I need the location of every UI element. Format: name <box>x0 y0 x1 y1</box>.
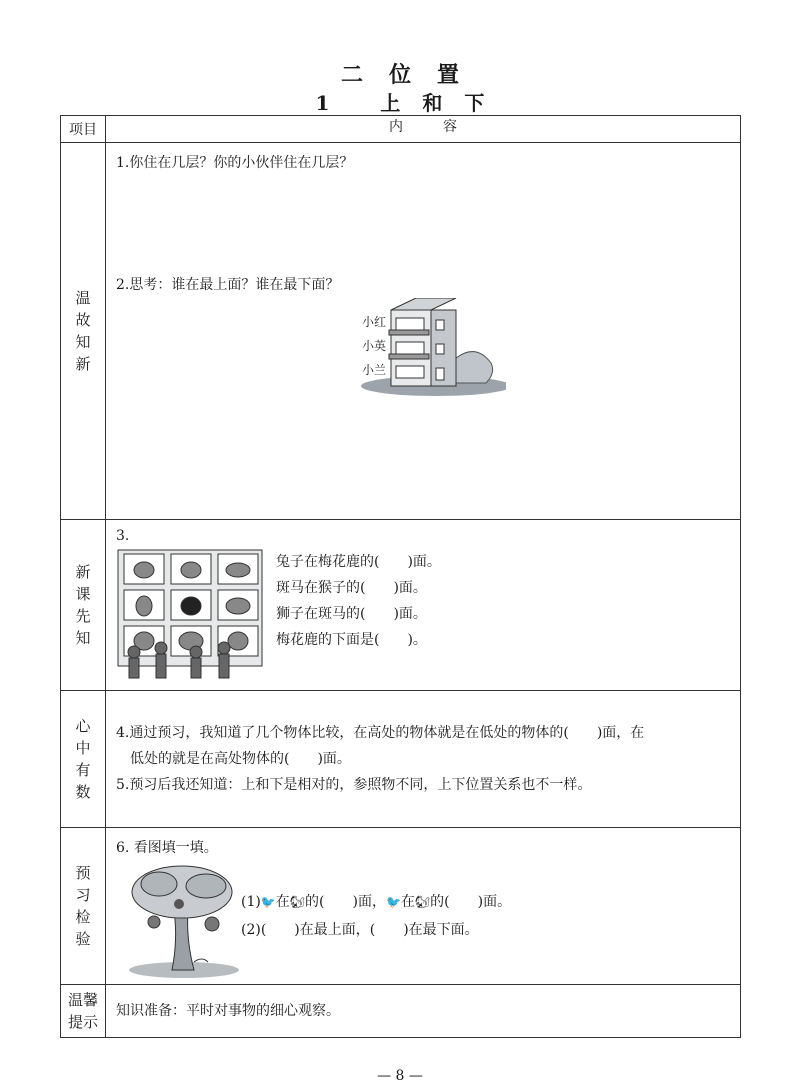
q6-line-1: (1)🐦在🐿的( )面，🐦在🐿的( )面。 <box>241 894 512 910</box>
question-2: 2.思考：谁在最上面？谁在最下面？ <box>116 277 340 293</box>
q3-line-4: 梅花鹿的下面是( )。 <box>276 632 427 648</box>
q6-line-2: (2)( )在最上面，( )在最下面。 <box>241 922 479 938</box>
bird-icon-2: 🐦 <box>385 895 401 909</box>
q3-line-2: 斑马在猴子的( )面。 <box>276 580 427 596</box>
q3-line-3: 狮子在斑马的( )面。 <box>276 606 427 622</box>
building-label-top: 小红 <box>362 315 387 329</box>
table-header-row <box>61 116 741 143</box>
chapter-title: 二位置 <box>340 62 485 88</box>
row-check <box>61 828 741 985</box>
question-5: 5.预习后我还知道：上和下是相对的，参照物不同，上下位置关系也不一样。 <box>116 777 592 793</box>
question-6: 6. 看图填一填。 <box>116 840 218 856</box>
tree-illustration <box>124 862 244 980</box>
question-4-line-2: 低处的就是在高处物体的( )面。 <box>130 751 351 767</box>
row-tips <box>61 985 741 1038</box>
squirrel-icon-2: 🐿 <box>414 895 431 909</box>
question-4-line-1: 4.通过预习，我知道了几个物体比较，在高处的物体就是在低处的物体的( )面，在 <box>116 725 645 741</box>
header-content: 内容 <box>106 116 741 143</box>
header-item: 项目 <box>61 116 106 143</box>
question-3-number: 3. <box>116 528 130 544</box>
label-tips: 温馨提示 <box>67 991 98 1031</box>
q6-line-1-prefix: (1) <box>241 894 261 910</box>
row-review <box>61 143 741 520</box>
tips-text: 知识准备：平时对事物的细心观察。 <box>116 1003 340 1019</box>
page-number: — 8 — <box>377 1068 423 1084</box>
q3-line-1: 兔子在梅花鹿的( )面。 <box>276 554 441 570</box>
building-label-bottom: 小兰 <box>362 363 387 377</box>
label-review: 温故知新 <box>75 289 91 373</box>
lesson-title: 1 上和下 <box>315 91 507 115</box>
row-mind <box>61 691 741 828</box>
question-1: 1.你住在几层？你的小伙伴住在几层？ <box>116 155 354 171</box>
label-new-lesson: 新课先知 <box>75 563 91 647</box>
label-mind: 心中有数 <box>75 717 91 801</box>
bird-icon: 🐦 <box>260 895 276 909</box>
animal-grid-illustration <box>116 548 266 686</box>
label-check: 预习检验 <box>75 864 91 948</box>
row-new-lesson <box>61 520 741 691</box>
worksheet-table <box>60 115 741 1038</box>
squirrel-icon: 🐿 <box>289 895 306 909</box>
building-label-middle: 小英 <box>362 339 387 353</box>
